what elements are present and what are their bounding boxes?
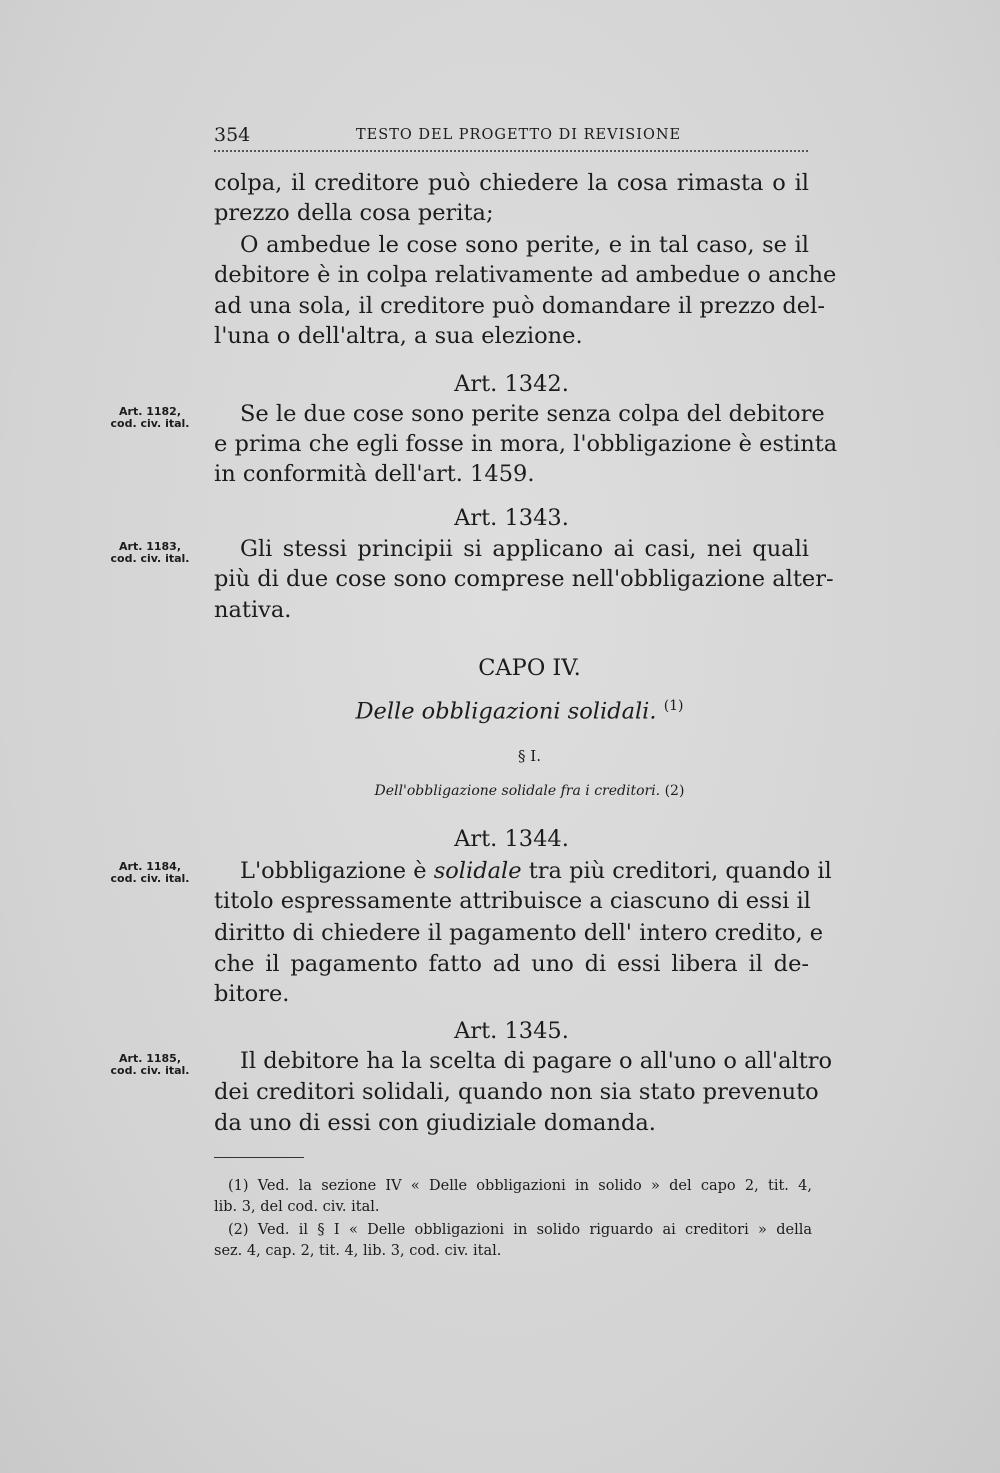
text-line: che il pagamento fatto ad uno di essi libera il de- bbox=[214, 951, 809, 977]
page-number: 354 bbox=[214, 124, 251, 146]
chapter-title-text: Delle obbligazioni solidali. bbox=[355, 698, 657, 725]
text-line: colpa, il creditore può chiedere la cosa rimasta o il bbox=[214, 170, 809, 196]
text-line: più di due cose sono comprese nell'obbligazione alter- bbox=[214, 566, 834, 592]
text-line: ad una sola, il creditore può domandare il prezzo del- bbox=[214, 293, 825, 319]
text-fragment: tra più creditori, quando il bbox=[521, 858, 832, 884]
text-line: debitore è in colpa relativamente ad ambedue o anche bbox=[214, 262, 837, 288]
text-line: O ambedue le cose sono perite, e in tal caso, se il bbox=[240, 232, 809, 258]
footnote-line: (2) Ved. il § I « Delle obbligazioni in solido riguardo ai creditori » della bbox=[228, 1222, 812, 1238]
chapter-title bbox=[222, 691, 817, 727]
footnote-line: sez. 4, cap. 2, tit. 4, lib. 3, cod. civ. ital. bbox=[214, 1243, 502, 1259]
footnote-rule bbox=[214, 1157, 304, 1158]
text-line: in conformità dell'art. 1459. bbox=[214, 461, 535, 487]
text-line: titolo espressamente attribuisce a ciascuno di essi il bbox=[214, 888, 811, 914]
article-heading: Art. 1343. bbox=[454, 505, 569, 531]
chapter-heading: CAPO IV. bbox=[478, 655, 581, 681]
margin-note-code: cod. civ. ital. bbox=[110, 872, 190, 885]
margin-note bbox=[100, 1053, 200, 1077]
margin-note-code: cod. civ. ital. bbox=[110, 552, 190, 565]
margin-note bbox=[100, 406, 200, 430]
section-heading: § I. bbox=[518, 747, 541, 765]
text-line: e prima che egli fosse in mora, l'obbligazione è estinta bbox=[214, 431, 838, 457]
margin-note bbox=[100, 541, 200, 565]
margin-note-art: Art. 1184, bbox=[119, 860, 181, 873]
text-line: dei creditori solidali, quando non sia stato prevenuto bbox=[214, 1079, 819, 1105]
margin-note bbox=[100, 861, 200, 885]
text-line: prezzo della cosa perita; bbox=[214, 200, 494, 226]
emphasis-solidale: solidale bbox=[433, 858, 522, 884]
page-header bbox=[214, 120, 808, 152]
margin-note-code: cod. civ. ital. bbox=[110, 417, 190, 430]
text-line bbox=[214, 856, 832, 886]
running-title: TESTO DEL PROGETTO DI REVISIONE bbox=[356, 127, 682, 143]
margin-note-art: Art. 1182, bbox=[119, 405, 181, 418]
text-line: Gli stessi principii si applicano ai casi, nei quali bbox=[240, 536, 809, 562]
text-fragment: L'obbligazione è bbox=[240, 858, 434, 884]
text-line: da uno di essi con giudiziale domanda. bbox=[214, 1110, 656, 1136]
article-heading: Art. 1342. bbox=[454, 371, 569, 397]
text-line: Se le due cose sono perite senza colpa del debitore bbox=[240, 401, 825, 427]
section-title bbox=[232, 776, 827, 806]
margin-note-code: cod. civ. ital. bbox=[110, 1064, 190, 1077]
article-heading: Art. 1345. bbox=[454, 1018, 569, 1044]
text-line: Il debitore ha la scelta di pagare o all'uno o all'altro bbox=[240, 1048, 833, 1074]
article-heading: Art. 1344. bbox=[454, 826, 569, 852]
text-line: l'una o dell'altra, a sua elezione. bbox=[214, 323, 583, 349]
section-footnote-ref: (2) bbox=[664, 783, 685, 799]
section-title-text: Dell'obbligazione solidale fra i creditori. bbox=[374, 783, 661, 799]
text-line: nativa. bbox=[214, 597, 292, 623]
margin-note-art: Art. 1183, bbox=[119, 540, 181, 553]
text-line: bitore. bbox=[214, 981, 290, 1007]
text-line: diritto di chiedere il pagamento dell' intero credito, e bbox=[214, 920, 824, 946]
footnote-line: (1) Ved. la sezione IV « Delle obbligazioni in solido » del capo 2, tit. 4, bbox=[228, 1178, 812, 1194]
chapter-footnote-ref: (1) bbox=[663, 698, 684, 714]
footnote-line: lib. 3, del cod. civ. ital. bbox=[214, 1199, 380, 1215]
margin-note-art: Art. 1185, bbox=[119, 1052, 181, 1065]
